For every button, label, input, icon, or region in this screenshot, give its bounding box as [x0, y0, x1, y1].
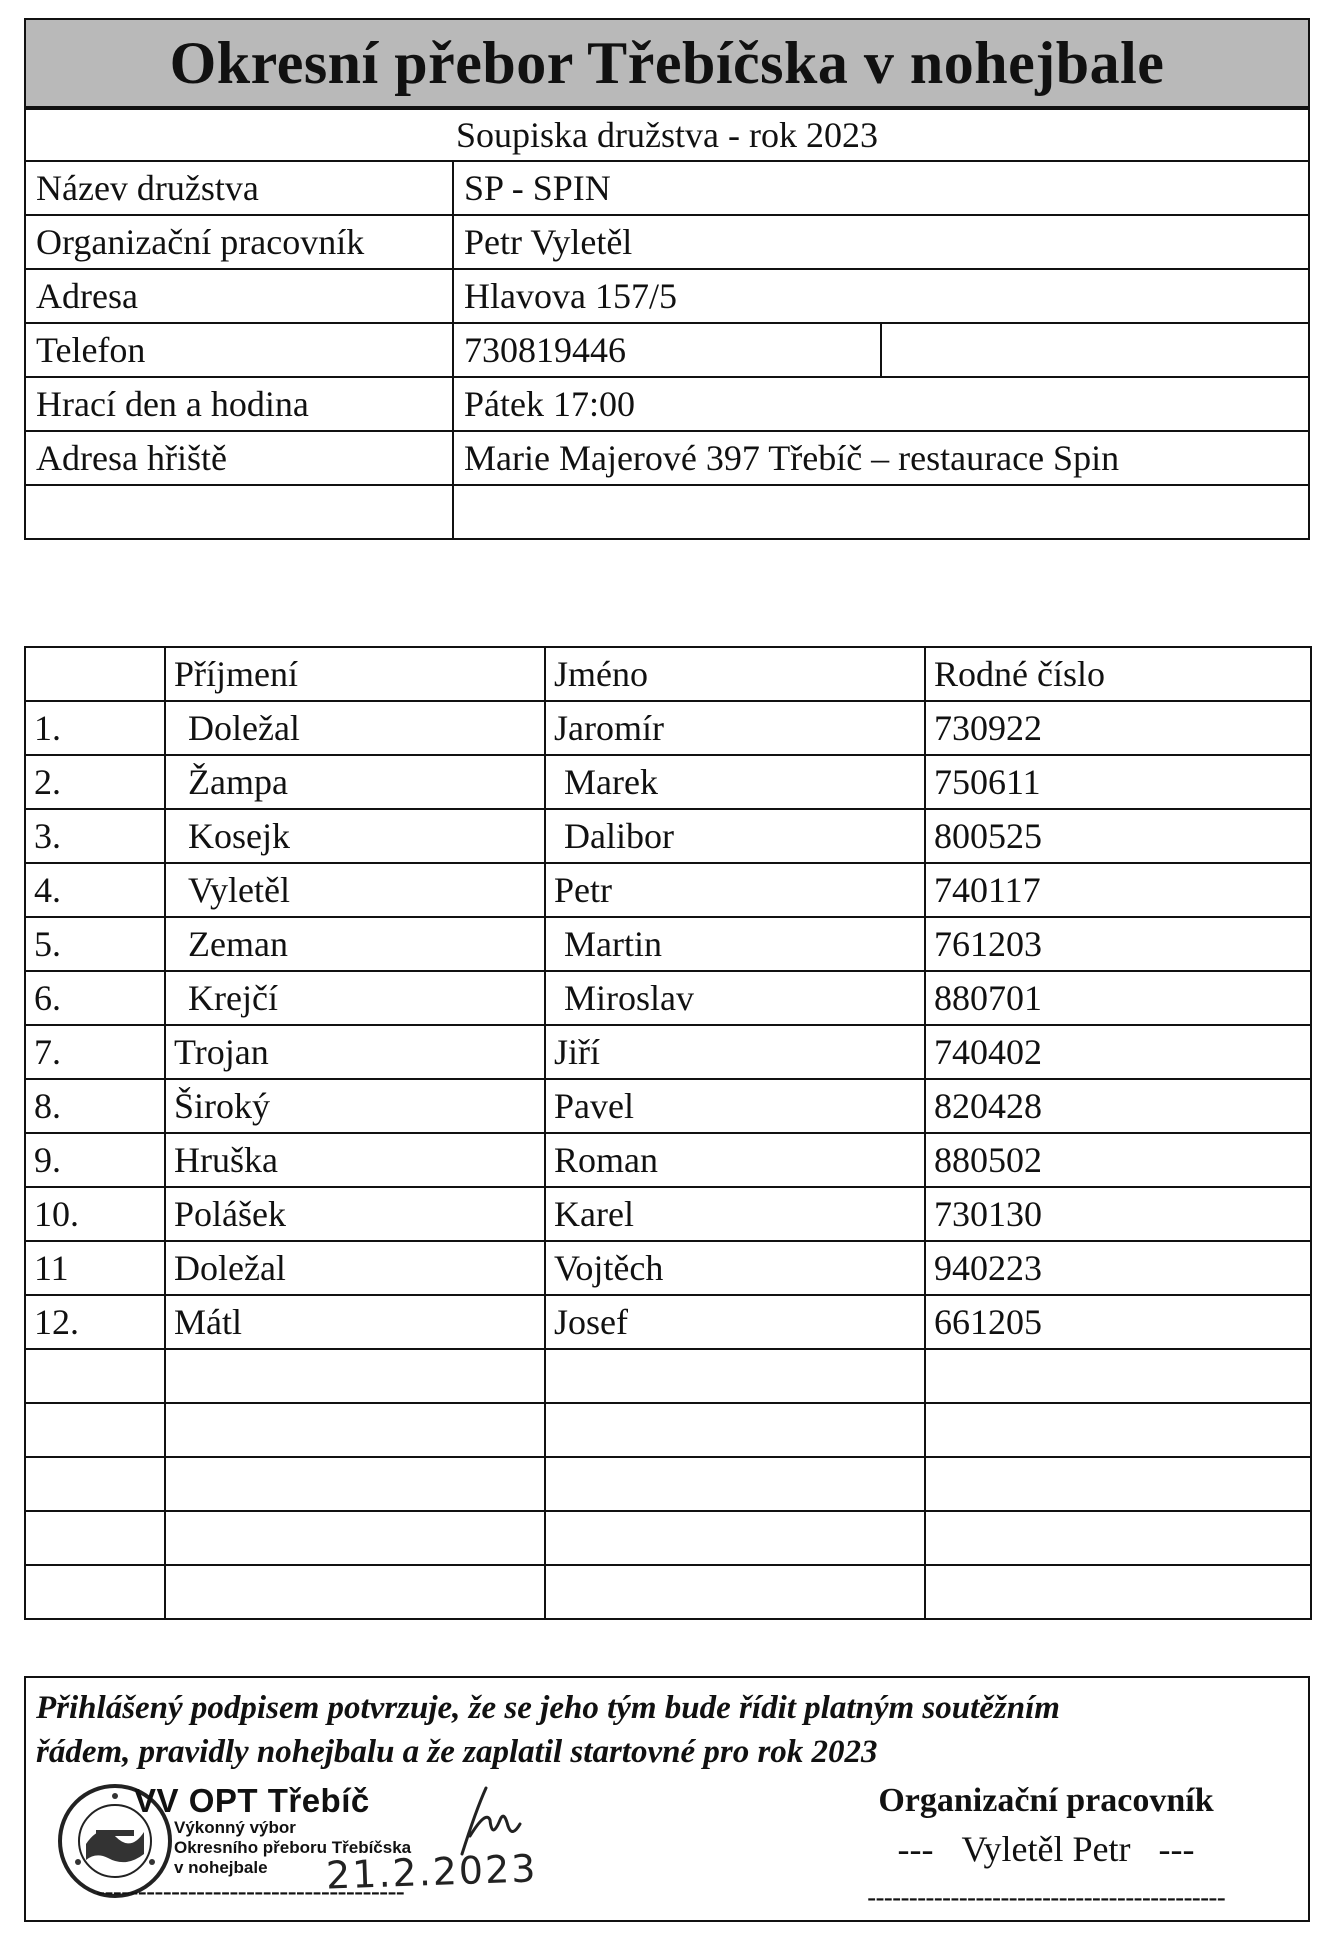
player-surname: Polášek	[165, 1187, 545, 1241]
player-row	[25, 863, 1311, 917]
header-birth-number: Rodné číslo	[925, 647, 1311, 701]
players-table	[24, 646, 1312, 1620]
player-birth-number: 800525	[925, 809, 1311, 863]
empty-cell	[25, 1349, 165, 1403]
court-value: Marie Majerové 397 Třebíč – restaurace Spin	[453, 431, 1309, 485]
roster-subtitle: Soupiska družstva - rok 2023	[25, 109, 1309, 161]
name-dash-left: ---	[897, 1829, 934, 1869]
committee-label: VV OPT Třebíč	[134, 1782, 370, 1819]
player-number: 9.	[25, 1133, 165, 1187]
empty-cell	[925, 1565, 1311, 1619]
document-title-box	[24, 18, 1310, 108]
player-number: 1.	[25, 701, 165, 755]
player-row	[25, 809, 1311, 863]
organizer-role-label: Organizační pracovník	[878, 1782, 1214, 1819]
confirmation-line-1: Přihlášený podpisem potvrzuje, že se jeho tým bude řídit platným soutěžním	[36, 1690, 1060, 1726]
player-birth-number: 761203	[925, 917, 1311, 971]
player-surname: Doležal	[165, 701, 545, 755]
player-row	[25, 971, 1311, 1025]
player-number: 3.	[25, 809, 165, 863]
address-value: Hlavova 157/5	[453, 269, 1309, 323]
header-first-name: Jméno	[545, 647, 925, 701]
player-surname: Doležal	[165, 1241, 545, 1295]
team-name-label: Název družstva	[25, 161, 453, 215]
player-surname: Zeman	[165, 917, 545, 971]
player-number: 5.	[25, 917, 165, 971]
player-first-name: Marek	[545, 755, 925, 809]
player-number: 8.	[25, 1079, 165, 1133]
header-surname: Příjmení	[165, 647, 545, 701]
empty-cell	[545, 1457, 925, 1511]
empty-cell	[25, 1565, 165, 1619]
player-row	[25, 1025, 1311, 1079]
info-row-playday	[25, 377, 1309, 431]
player-first-name: Pavel	[545, 1079, 925, 1133]
signature-line-left: -------------------------------------	[96, 1876, 404, 1907]
organizer-signature-block	[796, 1782, 1296, 1912]
empty-cell	[165, 1349, 545, 1403]
player-surname: Trojan	[165, 1025, 545, 1079]
info-row-team-name	[25, 161, 1309, 215]
document-title: Okresní přebor Třebíčska v nohejbale	[169, 29, 1165, 96]
empty-cell	[25, 1457, 165, 1511]
header-number	[25, 647, 165, 701]
player-first-name: Josef	[545, 1295, 925, 1349]
stamp-line-3: v nohejbale	[174, 1858, 268, 1877]
player-row	[25, 1187, 1311, 1241]
player-birth-number: 880502	[925, 1133, 1311, 1187]
player-first-name: Jaromír	[545, 701, 925, 755]
organizer-label: Organizační pracovník	[25, 215, 453, 269]
player-surname: Žampa	[165, 755, 545, 809]
player-row	[25, 1295, 1311, 1349]
empty-cell	[545, 1565, 925, 1619]
player-first-name: Petr	[545, 863, 925, 917]
team-info-table	[24, 108, 1310, 540]
player-surname: Krejčí	[165, 971, 545, 1025]
team-name-value: SP - SPIN	[453, 161, 1309, 215]
empty-cell	[925, 1403, 1311, 1457]
info-row-phone	[25, 323, 1309, 377]
empty-cell	[545, 1511, 925, 1565]
player-row	[25, 1241, 1311, 1295]
player-birth-number: 661205	[925, 1295, 1311, 1349]
player-birth-number: 750611	[925, 755, 1311, 809]
player-first-name: Karel	[545, 1187, 925, 1241]
empty-player-row	[25, 1511, 1311, 1565]
organizer-name-line	[796, 1828, 1296, 1870]
player-surname: Široký	[165, 1079, 545, 1133]
organizer-name: Vyletěl Petr	[961, 1829, 1131, 1869]
empty-cell	[165, 1403, 545, 1457]
empty-cell	[545, 1403, 925, 1457]
player-first-name: Miroslav	[545, 971, 925, 1025]
info-row-organizer	[25, 215, 1309, 269]
empty-cell	[545, 1349, 925, 1403]
player-first-name: Jiří	[545, 1025, 925, 1079]
info-row-address	[25, 269, 1309, 323]
playday-label: Hrací den a hodina	[25, 377, 453, 431]
playday-value: Pátek 17:00	[453, 377, 1309, 431]
committee-signature-block	[56, 1780, 539, 1910]
empty-player-row	[25, 1565, 1311, 1619]
empty-value-cell	[453, 485, 1309, 539]
players-header-row	[25, 647, 1311, 701]
phone-extra-cell	[881, 323, 1309, 377]
player-surname: Mátl	[165, 1295, 545, 1349]
empty-cell	[925, 1349, 1311, 1403]
player-number: 4.	[25, 863, 165, 917]
player-birth-number: 880701	[925, 971, 1311, 1025]
player-first-name: Martin	[545, 917, 925, 971]
info-row-court	[25, 431, 1309, 485]
empty-label-cell	[25, 485, 453, 539]
player-first-name: Vojtěch	[545, 1241, 925, 1295]
empty-cell	[925, 1511, 1311, 1565]
empty-cell	[25, 1511, 165, 1565]
signature-line-right: -------------------------------------------	[867, 1882, 1225, 1913]
confirmation-box	[24, 1676, 1310, 1922]
info-row-empty	[25, 485, 1309, 539]
court-label: Adresa hřiště	[25, 431, 453, 485]
player-birth-number: 740117	[925, 863, 1311, 917]
phone-value: 730819446	[453, 323, 881, 377]
empty-cell	[25, 1403, 165, 1457]
empty-cell	[165, 1565, 545, 1619]
subtitle-row	[25, 109, 1309, 161]
phone-label: Telefon	[25, 323, 453, 377]
player-first-name: Roman	[545, 1133, 925, 1187]
player-row	[25, 917, 1311, 971]
player-number: 12.	[25, 1295, 165, 1349]
player-row	[25, 1079, 1311, 1133]
player-number: 6.	[25, 971, 165, 1025]
player-birth-number: 730922	[925, 701, 1311, 755]
player-first-name: Dalibor	[545, 809, 925, 863]
player-row	[25, 701, 1311, 755]
player-birth-number: 820428	[925, 1079, 1311, 1133]
players-body	[25, 701, 1311, 1619]
organizer-value: Petr Vyletěl	[453, 215, 1309, 269]
address-label: Adresa	[25, 269, 453, 323]
confirmation-note	[36, 1686, 1296, 1774]
player-surname: Kosejk	[165, 809, 545, 863]
player-row	[25, 755, 1311, 809]
player-surname: Vyletěl	[165, 863, 545, 917]
player-birth-number: 740402	[925, 1025, 1311, 1079]
empty-player-row	[25, 1403, 1311, 1457]
signature-date: 21.2.2023	[325, 1846, 539, 1898]
player-surname: Hruška	[165, 1133, 545, 1187]
empty-cell	[925, 1457, 1311, 1511]
player-number: 10.	[25, 1187, 165, 1241]
stamp-line-2: Okresního přeboru Třebíčska	[174, 1838, 412, 1857]
empty-player-row	[25, 1457, 1311, 1511]
name-dash-right: ---	[1158, 1829, 1195, 1869]
player-birth-number: 730130	[925, 1187, 1311, 1241]
player-row	[25, 1133, 1311, 1187]
empty-cell	[165, 1457, 545, 1511]
confirmation-line-2: řádem, pravidly nohejbalu a že zaplatil startovné pro rok 2023	[36, 1734, 878, 1770]
player-birth-number: 940223	[925, 1241, 1311, 1295]
stamp-line-1: Výkonný výbor	[174, 1818, 296, 1837]
empty-player-row	[25, 1349, 1311, 1403]
player-number: 11	[25, 1241, 165, 1295]
player-number: 7.	[25, 1025, 165, 1079]
empty-cell	[165, 1511, 545, 1565]
player-number: 2.	[25, 755, 165, 809]
